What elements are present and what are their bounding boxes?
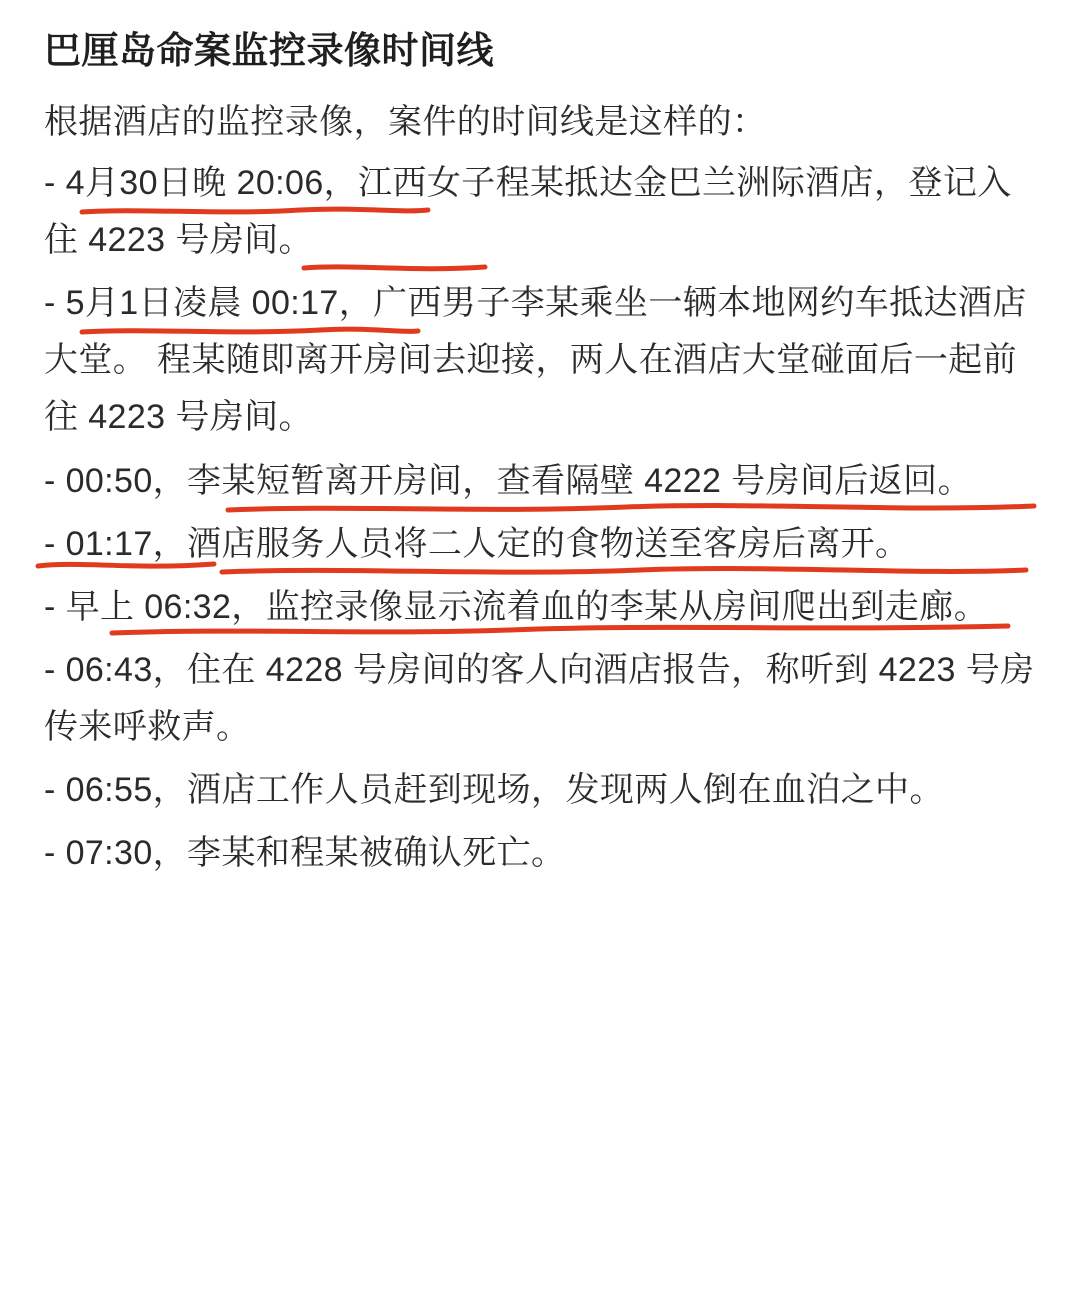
timeline-entry-0050: - 00:50，李某短暂离开房间，查看隔壁 4222 号房间后返回。 xyxy=(44,461,972,500)
timeline-entry-0632: - 早上 06:32，监控录像显示流着血的李某从房间爬出到走廊。 xyxy=(44,587,989,626)
timeline-entry-0730: - 07:30，李某和程某被确认死亡。 xyxy=(44,834,566,873)
intro-paragraph: 根据酒店的监控录像，案件的时间线是这样的： xyxy=(44,102,767,141)
page-title: 巴厘岛命案监控录像时间线 xyxy=(44,30,494,71)
timeline-entry-0430-2006: - 4月30日晚 20:06，江西女子程某抵达金巴兰洲际酒店，登记入住 4223 号房间。 xyxy=(44,164,1012,260)
timeline-entry-0117: - 01:17，酒店服务人员将二人定的食物送至客房后离开。 xyxy=(44,524,910,563)
timeline-entry-0643: - 06:43，住在 4228 号房间的客人向酒店报告，称听到 4223 号房传来呼救声。 xyxy=(44,650,1035,747)
timeline-entry-0655: - 06:55，酒店工作人员赶到现场，发现两人倒在血泊之中。 xyxy=(44,771,944,810)
timeline-entry-0501-0017: - 5月1日凌晨 00:17，广西男子李某乘坐一辆本地网约车抵达酒店大堂。 程某随即离开房间去迎接，两人在酒店大堂碰面后一起前往 4223 号房间。 xyxy=(44,284,1027,437)
